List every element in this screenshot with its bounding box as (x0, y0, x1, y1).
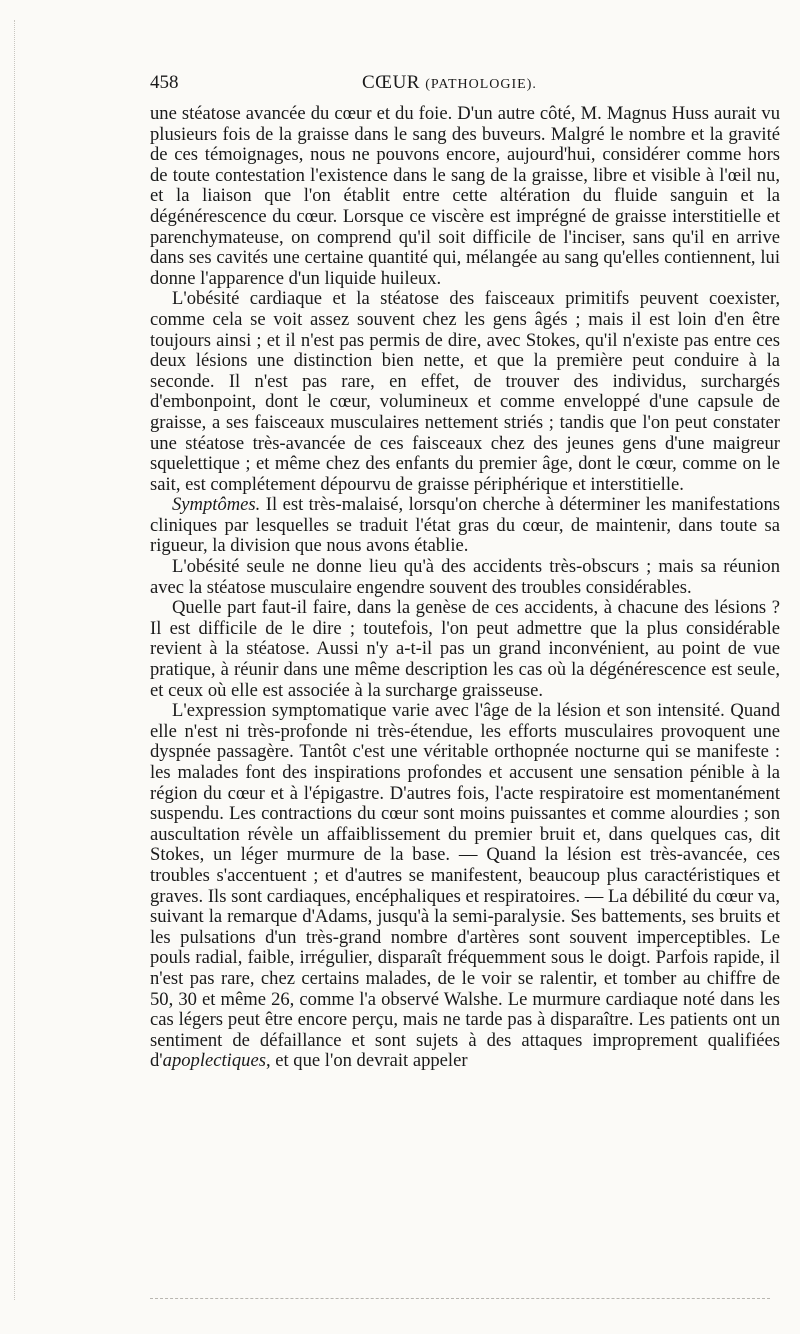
paragraph-6-italic: apoplectiques (162, 1050, 266, 1072)
paragraph-6 (150, 701, 780, 1072)
paragraph-1-text: une stéatose avancée du cœur et du foie. D'un autre côté, M. Magnus Huss aurait vu plusieurs fois de la graisse dans le sang des buveurs. Malgré le nombre et la gravité de ces témoignages, nous ne pouvons encore, aujourd'hui, considérer comme hors de toute contestation l'existence dans le sang de la graisse, libre et visible à l'œil nu, et la liaison que l'on établit entre cette altération du fluide sanguin et la dégénérescence du cœur. Lorsque ce viscère est imprégné de graisse interstitielle et parenchymateuse, on comprend qu'il soit difficile de l'inciser, sans qu'il en arrive dans ses cavités une certaine quantité qui, mélangée au sang qu'elles contiennent, lui donne l'apparence d'un liquide huileux. (150, 103, 780, 289)
body-text (150, 104, 780, 1072)
paragraph-5-text: Quelle part faut-il faire, dans la genèse de ces accidents, à chacune des lésions ? Il est difficile de le dire ; toutefois, l'on peut admettre que la plus considérable revient à la stéatose. Aussi n'y a-t-il pas un grand inconvénient, au point de vue pratique, à réunir dans une même description les cas où la dégénérescence est seule, et ceux où elle est associée à la surcharge graisseuse. (150, 597, 780, 701)
running-title-sub: (PATHOLOGIE). (425, 77, 537, 92)
running-head (150, 70, 780, 98)
paragraph-4-text: L'obésité seule ne donne lieu qu'à des accidents très-obscurs ; mais sa réunion avec la stéatose musculaire engendre souvent des troubles considérables. (150, 556, 780, 598)
page-number: 458 (150, 72, 179, 93)
paragraph-2-text: L'obésité cardiaque et la stéatose des faisceaux primitifs peuvent coexister, comme cela se voit assez souvent chez les gens âgés ; mais il est loin d'en être toujours ainsi ; et il n'est pas permis de dire, avec Stokes, qu'il n'existe pas entre ces deux lésions une distinction bien nette, et que la première peut conduire à la seconde. Il n'est pas rare, en effet, de trouver des individus, surchargés d'embonpoint, dont le cœur, volumineux et comme enveloppé d'une capsule de graisse, a ses faisceaux musculaires nettement striés ; tandis que l'on peut constater une stéatose très-avancée de ces faisceaux chez des jeunes gens d'une maigreur squelettique ; et même chez des enfants du premier âge, dont le cœur, comme on le sait, est complétement dépourvu de graisse périphérique et interstitielle. (150, 288, 780, 495)
section-heading-symptomes: Symptômes. (172, 494, 261, 516)
running-title (362, 72, 537, 94)
paragraph-2 (150, 289, 780, 495)
paragraph-6-text: L'expression symptomatique varie avec l'âge de la lésion et son intensité. Quand elle n'est ni très-profonde ni très-étendue, les efforts musculaires provoquent une dyspnée passagère. Tantôt c'est une véritable orthopnée nocturne qui se manifeste : les malades font des inspirations profondes et accusent une sensation pénible à la région du cœur et à l'épigastre. D'autres fois, l'acte respiratoire est momentanément suspendu. Les contractions du cœur sont moins puissantes et comme alourdies ; son auscultation révèle un affaiblissement du premier bruit et, dans quelques cas, dit Stokes, un léger murmure de la base. — Quand la lésion est très-avancée, ces troubles s'accentuent ; et d'autres se manifestent, beaucoup plus caractéristiques et graves. Ils sont cardiaques, encéphaliques et respiratoires. — La débilité du cœur va, suivant la remarque d'Adams, jusqu'à la semi-paralysie. Ses battements, ses bruits et les pulsations d'un très-grand nombre d'artères sont souvent imperceptibles. Le pouls radial, faible, irrégulier, disparaît fréquemment sous le doigt. Parfois rapide, il n'est pas rare, chez certains malades, de le voir se ralentir, et tomber au chiffre de 50, 30 et même 26, comme l'a observé Walshe. Le murmure cardiaque noté dans les cas légers peut être encore perçu, mais ne tarde pas à disparaître. Les patients ont un sentiment de défaillance et sont sujets à des attaques improprement qualifiées d' (150, 700, 780, 1072)
left-margin-marks (14, 20, 21, 1300)
paragraph-1 (150, 104, 780, 289)
bottom-rule (150, 1298, 770, 1299)
paragraph-3-text: Il est très-malaisé, lorsqu'on cherche à déterminer les manifestations cliniques par lesquelles se traduit l'état gras du cœur, de maintenir, dans toute sa rigueur, la division que nous avons établie. (150, 494, 780, 557)
paragraph-4 (150, 557, 780, 598)
running-title-main: CŒUR (362, 72, 420, 93)
paragraph-3 (150, 495, 780, 557)
paragraph-6-trail: , et que l'on devrait appeler (265, 1050, 468, 1072)
paragraph-5 (150, 598, 780, 701)
